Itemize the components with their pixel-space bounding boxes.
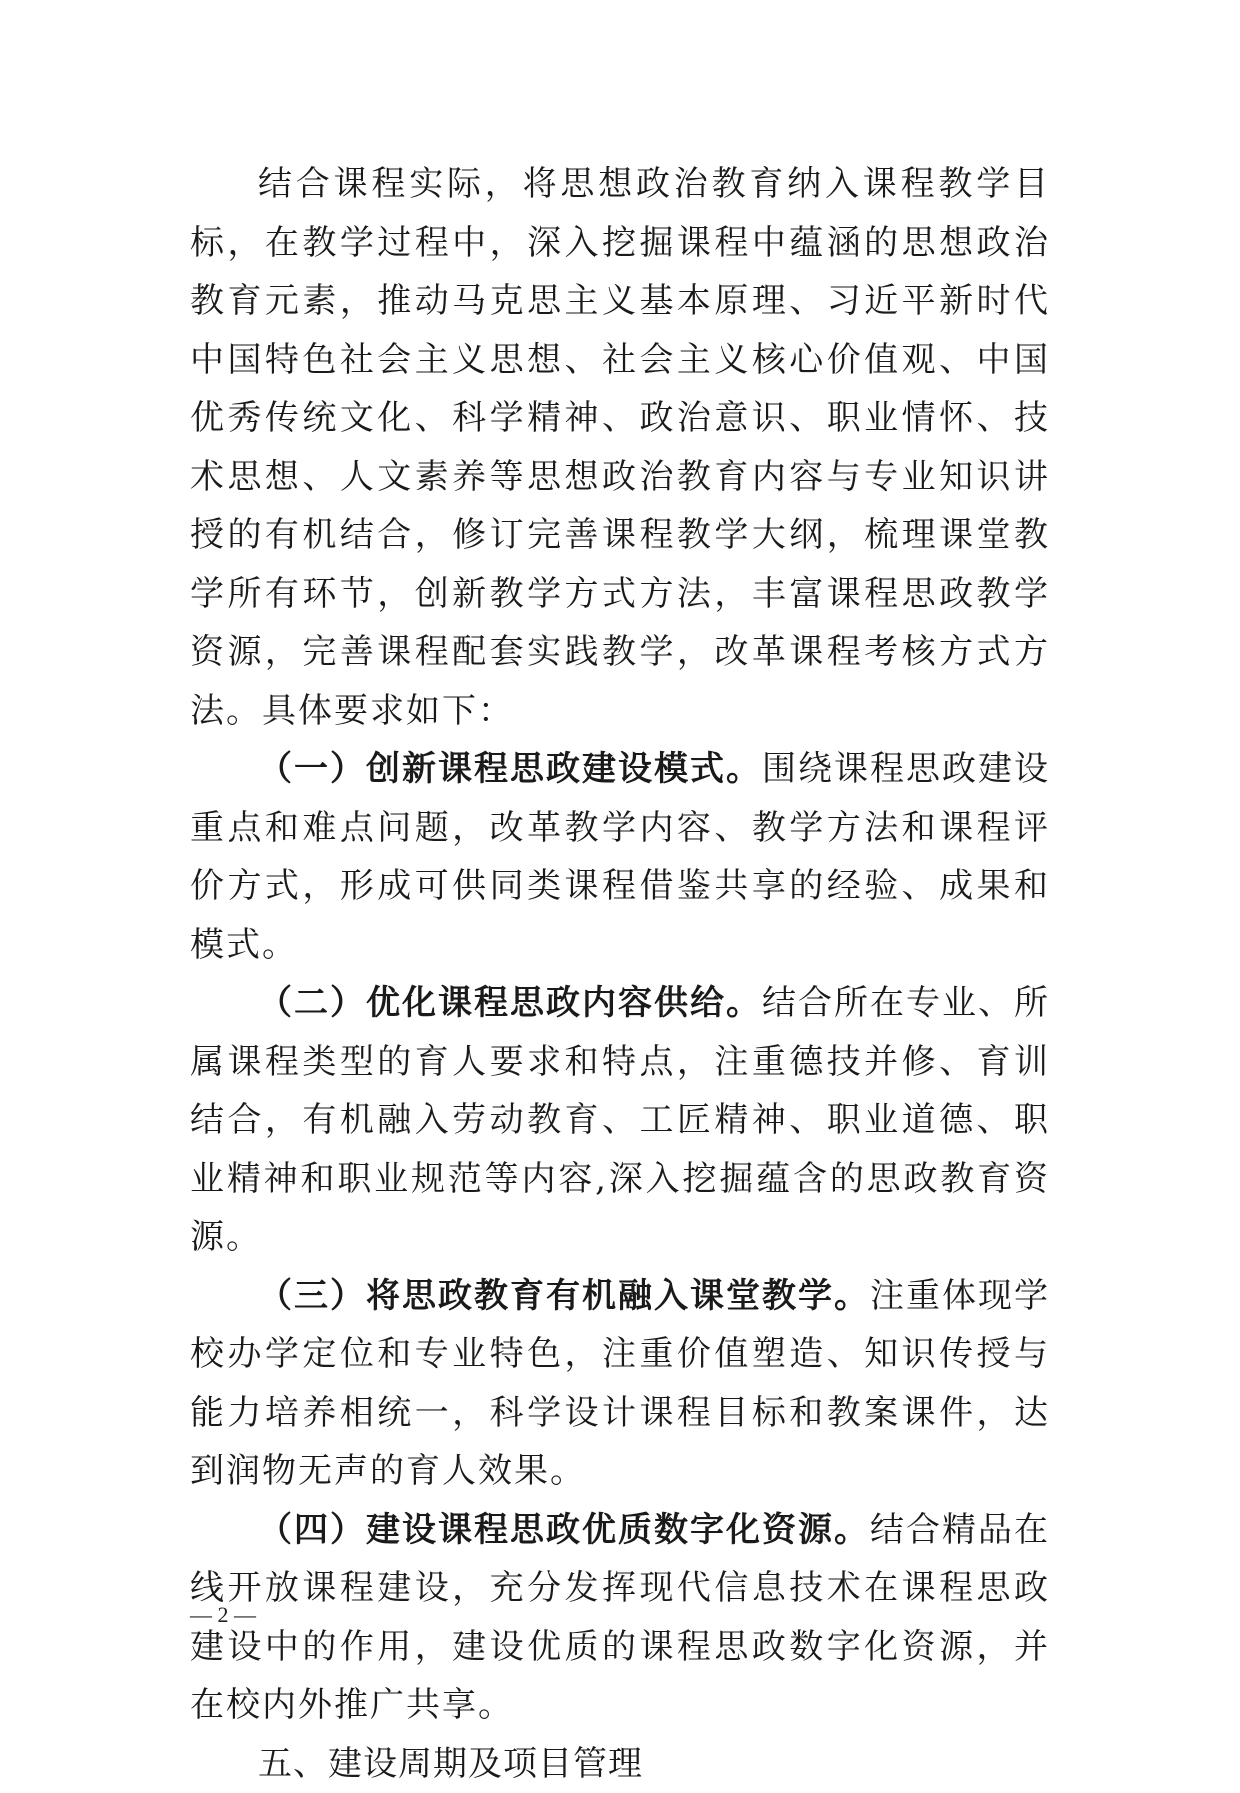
paragraph-item-3-text: 注重体现学校办学定位和专业特色，注重价值塑造、知识传授与能力培养相统一，科学设计课程目标和教案课件，达到润物无声的育人效果。 [190,1276,1050,1492]
paragraph-item-4 [190,1501,1050,1735]
paragraph-intro [190,155,1050,740]
paragraph-item-4-lead: （四）建设课程思政优质数字化资源。 [258,1510,870,1550]
document-body [190,155,1050,1793]
page-number: — 2 — [190,1602,256,1628]
paragraph-item-3 [190,1267,1050,1501]
paragraph-item-2-lead: （二）优化课程思政内容供给。 [258,983,762,1023]
paragraph-item-2 [190,974,1050,1267]
paragraph-item-1 [190,740,1050,974]
section-heading: 五、建设周期及项目管理 [190,1735,1050,1793]
paragraph-intro-text: 结合课程实际，将思想政治教育纳入课程教学目标，在教学过程中，深入挖掘课程中蕴涵的思想政治教育元素，推动马克思主义基本原理、习近平新时代中国特色社会主义思想、社会主义核心价值观、中国优秀传统文化、科学精神、政治意识、职业情怀、技术思想、人文素养等思想政治教育内容与专业知识讲授的有机结合，修订完善课程教学大纲，梳理课堂教学所有环节，创新教学方式方法，丰富课程思政教学资源，完善课程配套实践教学，改革课程考核方式方法。具体要求如下： [190,164,1050,731]
paragraph-item-1-text: 围绕课程思政建设重点和难点问题，改革教学内容、教学方法和课程评价方式，形成可供同类课程借鉴共享的经验、成果和模式。 [190,749,1050,965]
paragraph-item-1-lead: （一）创新课程思政建设模式。 [258,749,762,789]
paragraph-item-3-lead: （三）将思政教育有机融入课堂教学。 [258,1276,870,1316]
paragraph-item-2-text: 结合所在专业、所属课程类型的育人要求和特点，注重德技并修、育训结合，有机融入劳动教育、工匠精神、职业道德、职业精神和职业规范等内容,深入挖掘蕴含的思政教育资源。 [190,983,1050,1257]
paragraph-item-4-text: 结合精品在线开放课程建设，充分发挥现代信息技术在课程思政建设中的作用，建设优质的课程思政数字化资源，并在校内外推广共享。 [190,1510,1050,1726]
